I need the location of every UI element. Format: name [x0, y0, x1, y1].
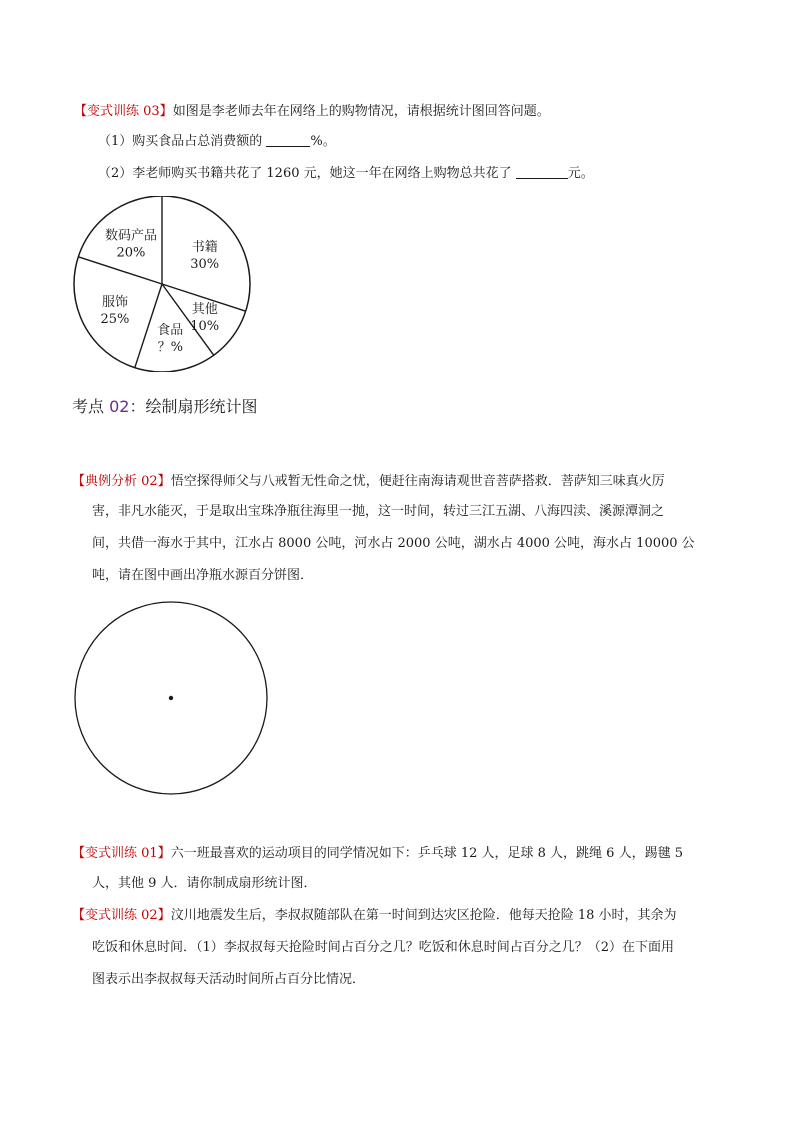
exercise03-question — [74, 102, 550, 122]
question-text: 如图是李老师去年在网络上的购物情况，请根据统计图回答问题。 — [172, 104, 550, 119]
q2-suffix: 元。 — [567, 166, 594, 181]
exercise02-line1 — [72, 906, 677, 926]
example02-line2: 害，非凡水能灭，于是取出宝珠净瓶往海里一抛，这一时间，转过三江五湖、八海四渎、溪源潭洞之 — [92, 504, 665, 519]
exercise01-line1 — [72, 844, 683, 864]
exercise03-q2 — [98, 164, 594, 184]
pie-slice-label: 书籍 — [191, 239, 218, 255]
example02-line1 — [72, 472, 665, 492]
section-number: 02 — [109, 397, 130, 416]
q2-text: （2）李老师购买书籍共花了 1260 元，她这一年在网络上购物总共花了 — [98, 166, 512, 181]
example-tag: 【典例分析 02】 — [72, 474, 171, 489]
pie-slice-label: 服饰 — [101, 294, 128, 310]
section-heading — [72, 394, 257, 417]
pie-slice-value: ？% — [157, 340, 183, 356]
exercise03-q1 — [98, 132, 336, 152]
exercise02-line2: 吃饭和休息时间．（1）李叔叔每天抢险时间占百分之几？吃饭和休息时间占百分之几？（2）在下面用 — [92, 940, 675, 955]
shopping-pie-chart — [68, 196, 258, 372]
section-prefix: 考点 — [72, 397, 105, 416]
pie-slice-value: 20% — [116, 245, 146, 261]
exercise-tag: 【变式训练 03】 — [74, 104, 173, 119]
section-title: ：绘制扇形统计图 — [129, 397, 258, 416]
q1-text: （1）购买食品占总消费额的 — [98, 134, 263, 149]
exercise-tag: 【变式训练 02】 — [72, 908, 171, 923]
exercise-text: 六一班最喜欢的运动项目的同学情况如下：乒乓球 12 人，足球 8 人，跳绳 6 人，踢毽 5 — [170, 846, 683, 861]
exercise02-line3: 图表示出李叔叔每天活动时间所占百分比情况． — [92, 972, 366, 987]
pie-slice-value: 25% — [100, 311, 130, 327]
pie-slice-label: 数码产品 — [104, 228, 157, 244]
pie-slice-label: 食品 — [157, 323, 184, 339]
exercise-tag: 【变式训练 01】 — [72, 846, 171, 861]
exercise01-line2: 人，其他 9 人．请你制成扇形统计图． — [92, 876, 317, 891]
pie-slice-value: 30% — [190, 256, 220, 272]
blank-pie-circle — [72, 600, 270, 798]
example02-line4: 吨，请在图中画出净瓶水源百分饼图． — [92, 568, 314, 583]
q1-suffix: %。 — [310, 134, 336, 149]
exercise-text: 汶川地震发生后，李叔叔随部队在第一时间到达灾区抢险．他每天抢险 18 小时，其余为 — [170, 908, 677, 923]
center-dot — [169, 696, 173, 700]
pie-slice-label: 其他 — [191, 302, 218, 318]
pie-slice-value: 10% — [190, 319, 220, 335]
answer-blank — [266, 132, 310, 147]
answer-blank — [516, 164, 568, 179]
example-text: 悟空探得师父与八戒暂无性命之忧，便赶往南海请观世音菩萨搭救．菩萨知三味真火厉 — [170, 474, 665, 489]
example02-line3: 间，共借一海水于其中，江水占 8000 公吨，河水占 2000 公吨，湖水占 4000 公吨，海水占 10000 公 — [92, 536, 695, 551]
